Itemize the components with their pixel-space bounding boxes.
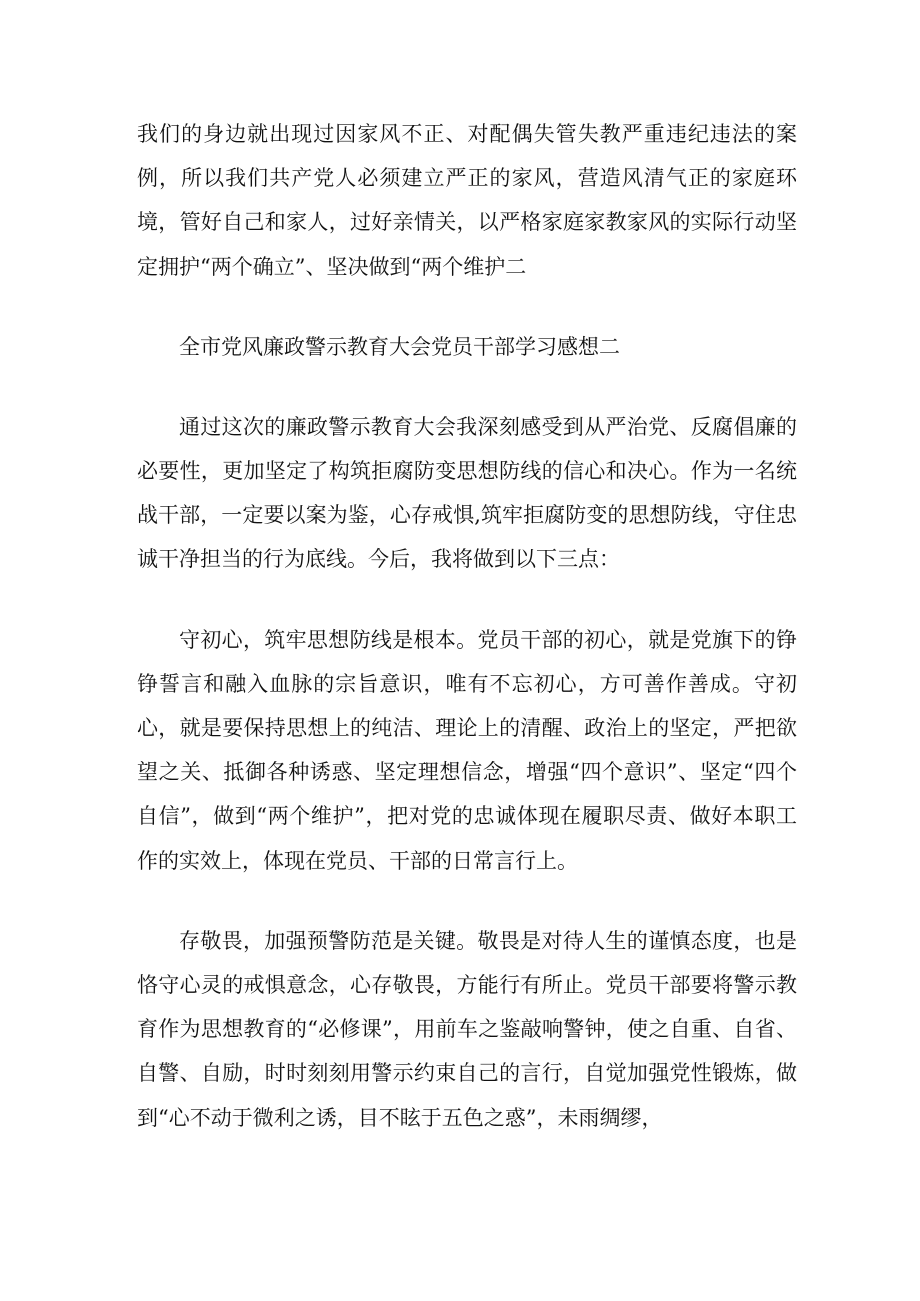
body-paragraph: 通过这次的廉政警示教育大会我深刻感受到从严治党、反腐倡廉的必要性，更加坚定了构筑拒腐防变思想防线的信心和决心。作为一名统战干部，一定要以案为鉴，心存戒惧,筑牢拒腐防变的思想防线，守住忠诚干净担当的行为底线。今后，我将做到以下三点： [137,414,797,572]
continuation-paragraph: 我们的身边就出现过因家风不正、对配偶失管失教严重违纪违法的案例，所以我们共产党人必须建立严正的家风，营造风清气正的家庭环境，管好自己和家人，过好亲情关，以严格家庭家教家风的实际行动坚定拥护“两个确立”、坚决做到“两个维护二 [137,122,797,279]
section-title: 全市党风廉政警示教育大会党员干部学习感想二 [179,334,620,359]
body-paragraph: 存敬畏，加强预警防范是关键。敬畏是对待人生的谨慎态度，也是恪守心灵的戒惧意念，心存敬畏，方能行有所止。党员干部要将警示教育作为思想教育的“必修课”，用前车之鉴敲响警钟，使之自重、自省、自警、自励，时时刻刻用警示约束自己的言行，自觉加强党性锻炼，做到“心不动于微利之诱，目不眩于五色之惑”，未雨绸缪， [137,928,797,1130]
body-paragraph: 守初心，筑牢思想防线是根本。党员干部的初心，就是党旗下的铮铮誓言和融入血脉的宗旨意识，唯有不忘初心，方可善作善成。守初心，就是要保持思想上的纯洁、理论上的清醒、政治上的坚定，严把欲望之关、抵御各种诱惑、坚定理想信念，增强“四个意识”、坚定“四个自信”，做到“两个维护”，把对党的忠诚体现在履职尽责、做好本职工作的实效上，体现在党员、干部的日常言行上。 [137,627,797,873]
document-body [137,112,797,1140]
